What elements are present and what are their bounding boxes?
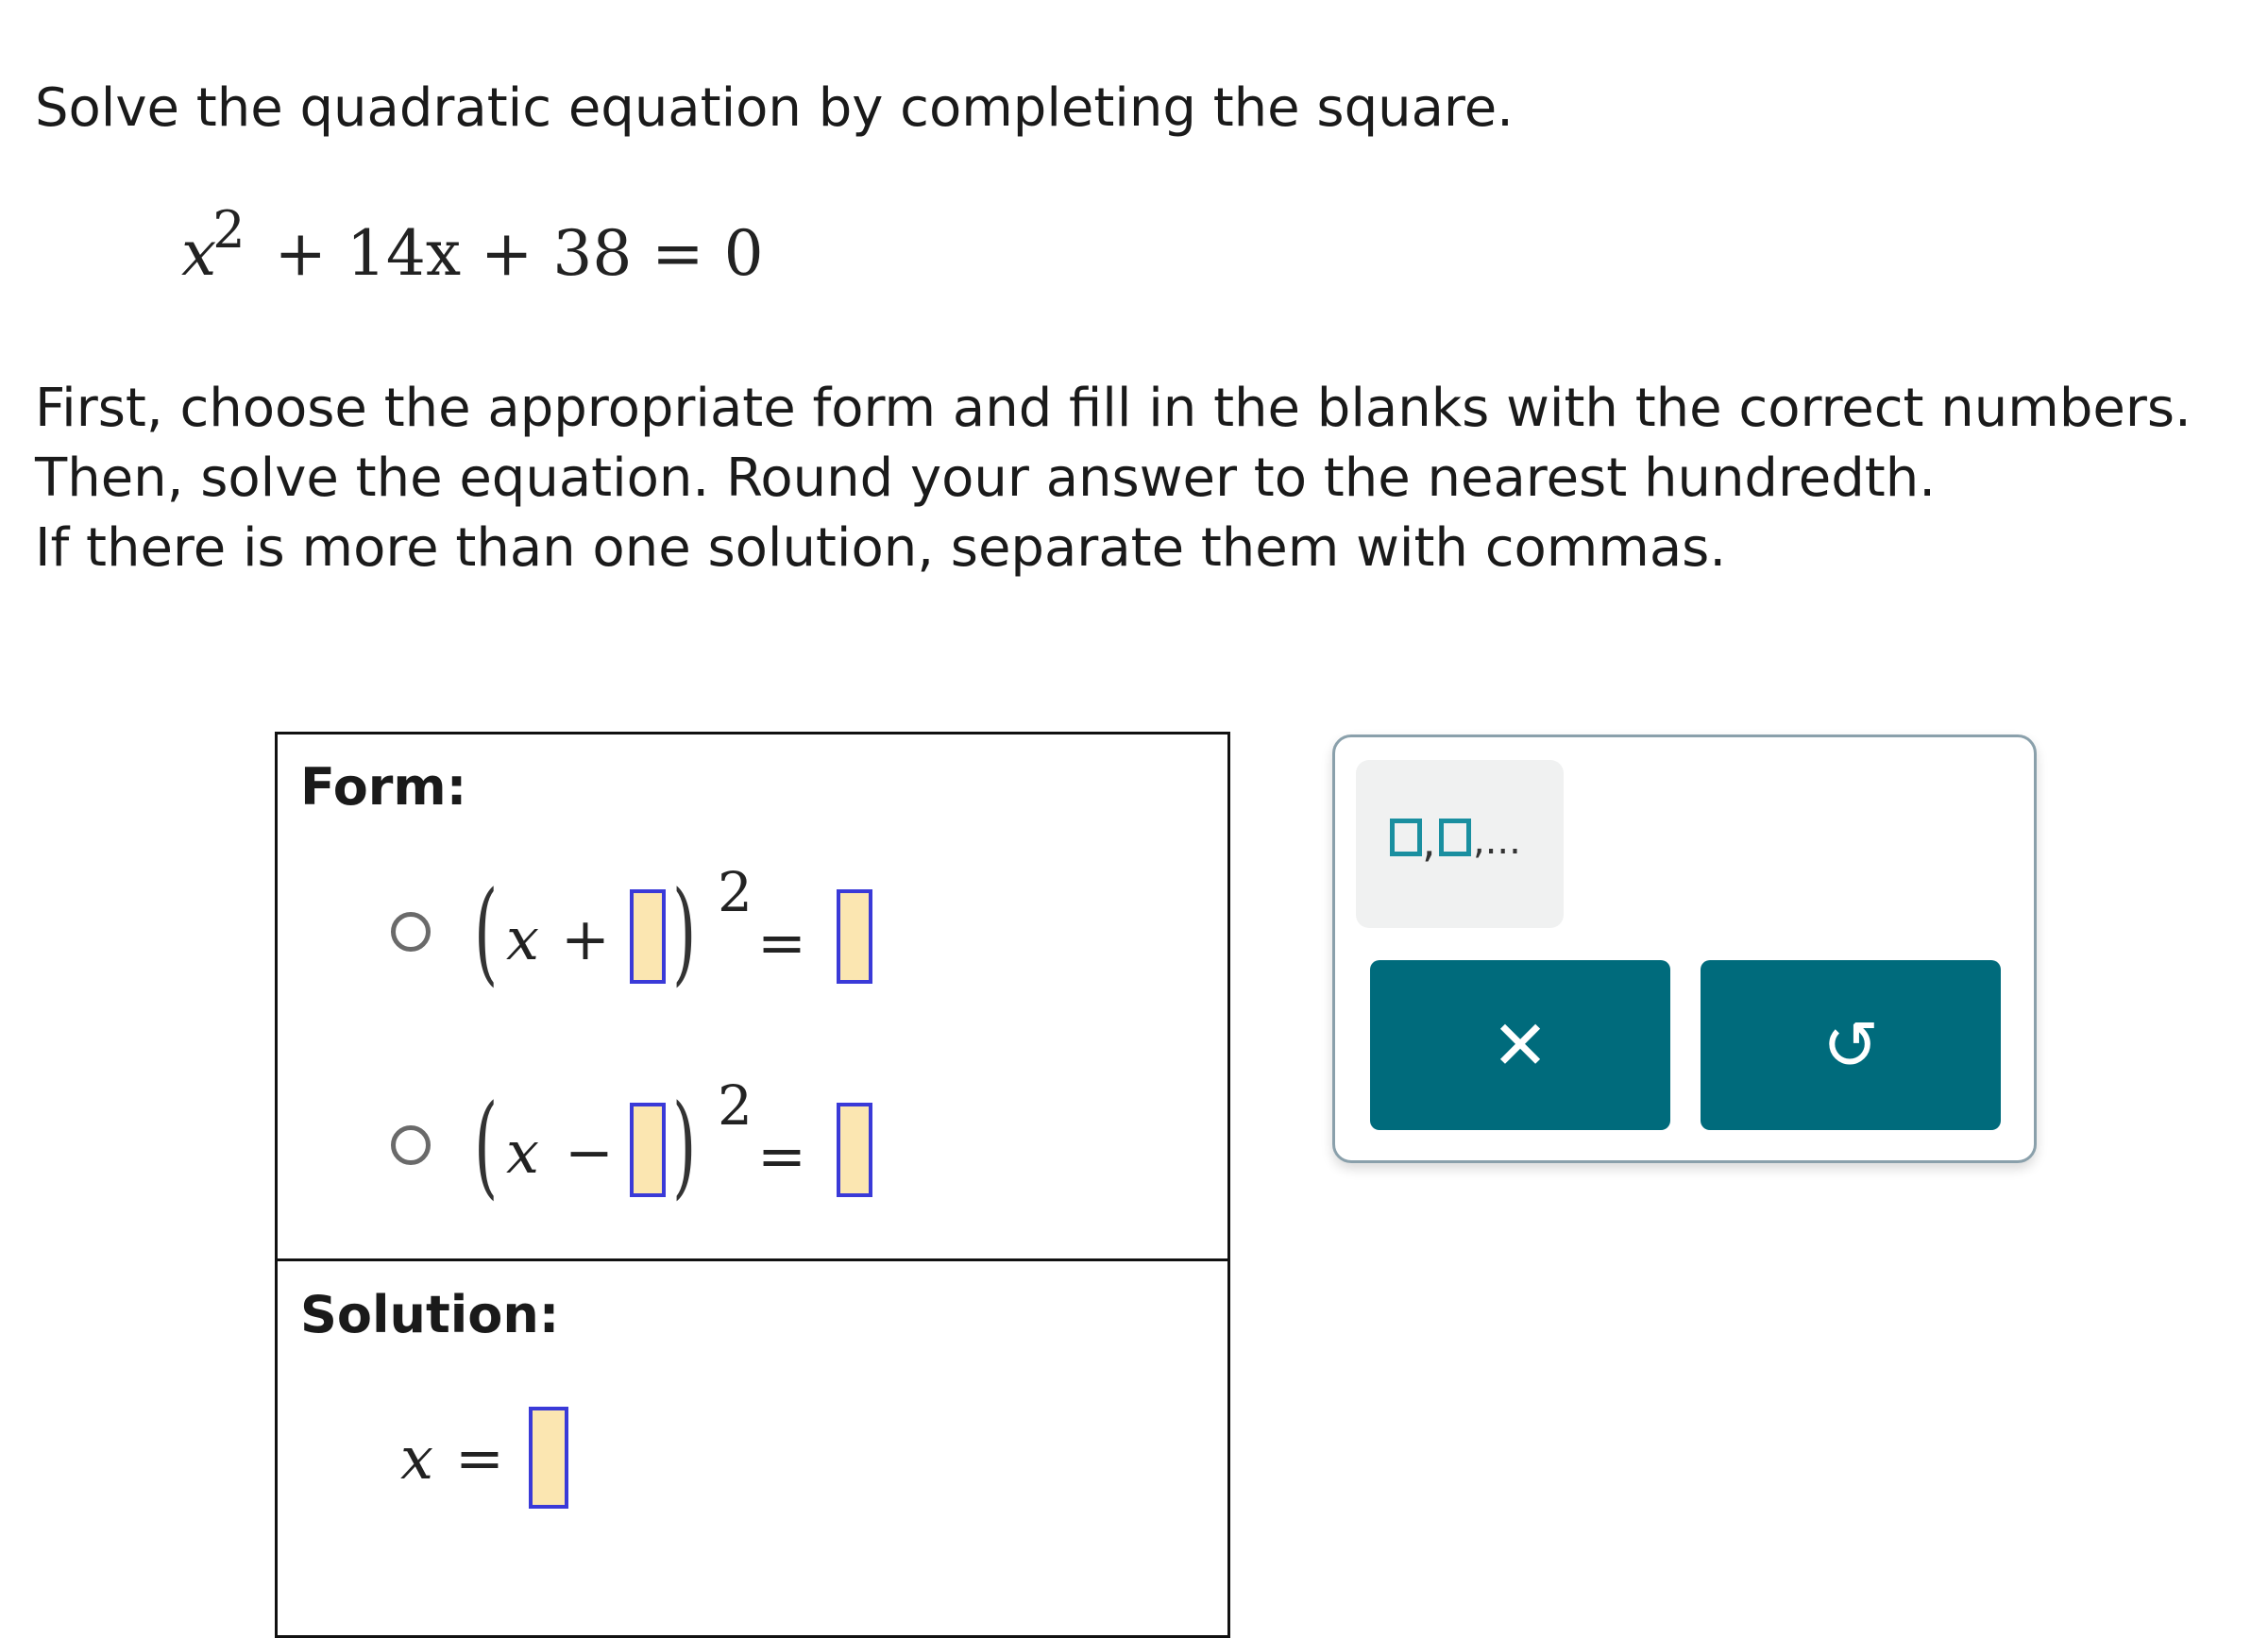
option-equals: = — [757, 1122, 806, 1191]
option-equals: = — [757, 908, 806, 977]
template-box-1 — [1390, 819, 1422, 856]
template-box-2 — [1439, 819, 1471, 856]
multi-answer-template-button[interactable] — [1356, 760, 1564, 928]
instruction-line-2: Then, solve the equation. Round your answer to the nearest hundredth. — [35, 447, 1937, 509]
right-paren: ) — [672, 867, 697, 997]
solution-blank[interactable] — [529, 1407, 568, 1509]
option-operator: + — [561, 904, 610, 973]
left-paren: ( — [474, 1080, 499, 1210]
left-paren: ( — [474, 867, 499, 997]
answer-table — [275, 732, 1230, 1638]
blank-h-plus[interactable] — [630, 889, 666, 984]
option-exponent: 2 — [718, 1073, 753, 1138]
instruction-line-1: First, choose the appropriate form and fill in the blanks with the correct numbers. — [35, 378, 2192, 439]
template-comma: , — [1422, 816, 1436, 867]
quadratic-equation — [181, 189, 764, 301]
option-variable: x — [506, 904, 539, 973]
blank-k-plus[interactable] — [837, 889, 872, 984]
equation-variable: x — [181, 217, 217, 290]
form-section — [278, 735, 1227, 1261]
instruction-line-3: If there is more than one solution, separate them with commas. — [35, 517, 1727, 579]
blank-h-minus[interactable] — [630, 1103, 666, 1197]
option-variable: x — [506, 1118, 539, 1187]
form-option-plus[interactable] — [391, 860, 1052, 997]
equation-exponent: 2 — [212, 200, 245, 260]
undo-button[interactable] — [1701, 960, 2001, 1130]
undo-icon: ↺ — [1821, 1005, 1880, 1085]
solution-variable: x — [400, 1424, 433, 1493]
option-operator: − — [565, 1118, 614, 1187]
equation-rest: + 14x + 38 = 0 — [274, 217, 764, 290]
solution-label: Solution: — [300, 1285, 560, 1344]
solution-row — [400, 1407, 684, 1520]
right-paren: ) — [672, 1080, 697, 1210]
radio-option-plus[interactable] — [391, 912, 431, 952]
form-label: Form: — [300, 757, 467, 817]
form-option-minus[interactable] — [391, 1073, 1052, 1210]
radio-option-minus[interactable] — [391, 1125, 431, 1165]
clear-icon: ✕ — [1491, 1005, 1549, 1085]
answer-toolbar — [1332, 735, 2037, 1163]
option-exponent: 2 — [718, 860, 753, 924]
template-ellipsis: ,... — [1473, 819, 1521, 863]
clear-button[interactable] — [1370, 960, 1670, 1130]
solution-equals: = — [455, 1424, 504, 1493]
question-title: Solve the quadratic equation by completing the square. — [35, 77, 1514, 139]
blank-k-minus[interactable] — [837, 1103, 872, 1197]
